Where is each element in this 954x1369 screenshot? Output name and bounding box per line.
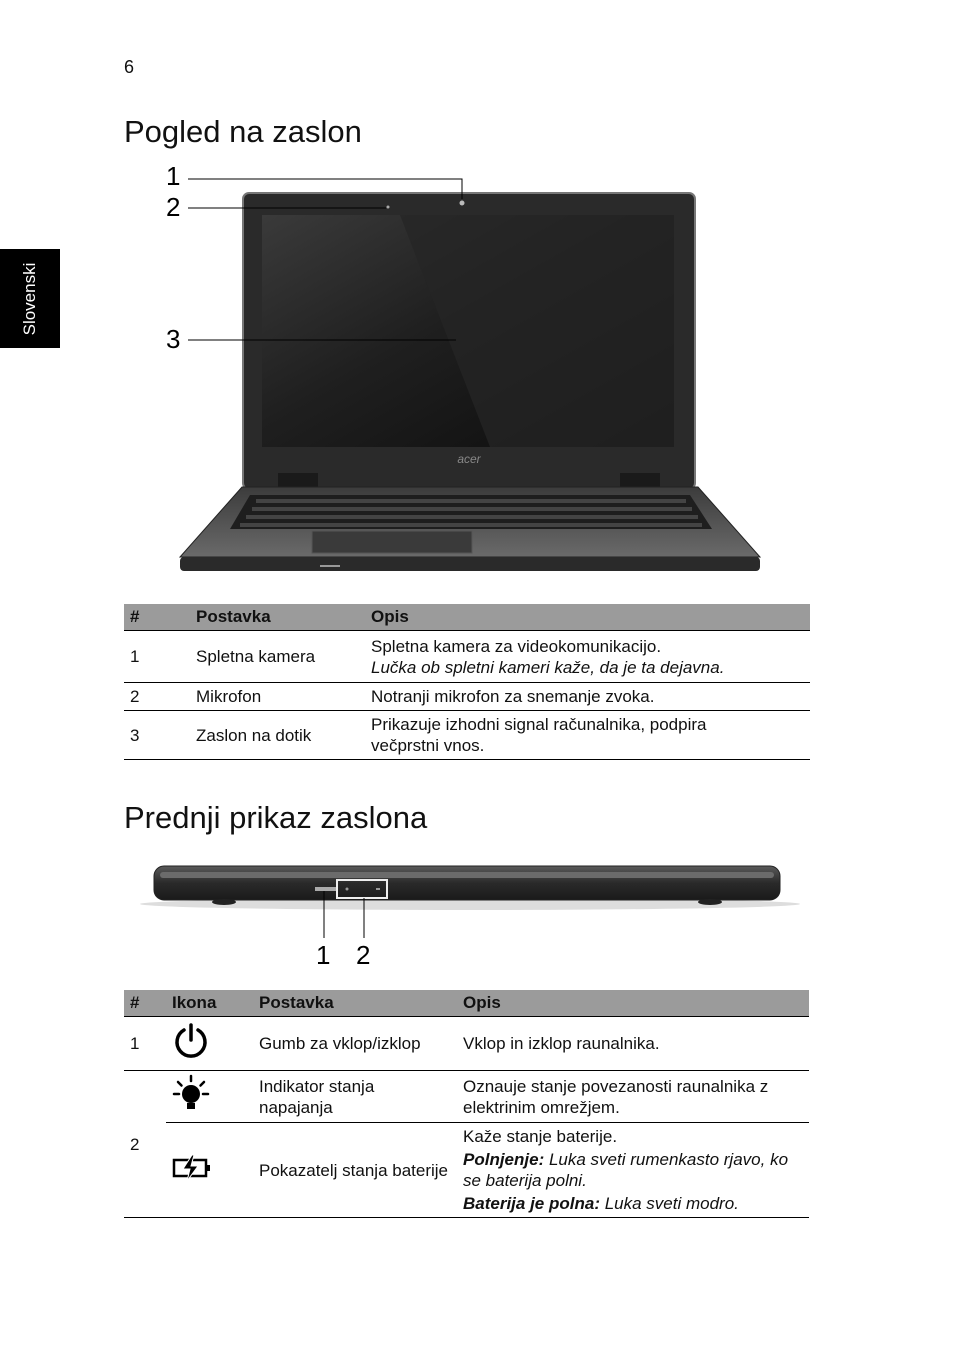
col-header: Opis (457, 990, 809, 1017)
screen-view-table (124, 604, 810, 760)
desc-line: Spletna kamera za videokomunikacijo. (371, 636, 662, 656)
row-item: Mikrofon (190, 683, 365, 711)
power-button (315, 887, 337, 891)
front-edge-body (154, 866, 780, 900)
front-edge (180, 557, 760, 571)
front-callout-1: 1 (316, 940, 331, 970)
table-row (124, 1071, 809, 1123)
row-item: Gumb za vklop/izklop (253, 1017, 457, 1071)
row-number: 2 (124, 1071, 166, 1218)
row-icon (166, 1017, 253, 1071)
laptop-screen-illustration (160, 165, 780, 585)
col-header: Ikona (166, 990, 253, 1017)
section-title-screen-view: Pogled na zaslon (124, 114, 362, 149)
row-icon (166, 1071, 253, 1123)
row-number: 3 (124, 711, 190, 760)
power-indicator-icon (172, 1074, 210, 1114)
laptop-front-illustration (140, 860, 800, 940)
col-header: Postavka (253, 990, 457, 1017)
webcam (460, 201, 465, 206)
col-header: # (124, 604, 190, 631)
desc-charging (463, 1149, 803, 1191)
callout-2: 2 (166, 192, 181, 222)
table-header-row (124, 990, 809, 1017)
table-row (124, 711, 810, 760)
col-header: Postavka (190, 604, 365, 631)
row-number: 2 (124, 683, 190, 711)
page-number: 6 (124, 57, 135, 77)
row-item: Indikator stanja napajanja (253, 1071, 457, 1123)
row-item: Spletna kamera (190, 631, 365, 683)
battery-charging-icon (172, 1155, 212, 1181)
charging-text: Luka sveti rumenkasto rjavo, ko se baterija polni. (463, 1150, 789, 1190)
desc-full (463, 1193, 803, 1214)
full-text: Luka sveti modro. (604, 1194, 739, 1213)
desc-line: Kaže stanje baterije. (463, 1127, 618, 1146)
acer-logo: acer (457, 452, 481, 466)
language-side-tab (0, 249, 60, 348)
col-header: Opis (365, 604, 810, 631)
front-view-table (124, 990, 809, 1218)
row-item: Zaslon na dotik (190, 711, 365, 760)
desc-line-italic: Lučka ob spletni kameri kaže, da je ta dejavna. (371, 657, 725, 677)
table-row (124, 631, 810, 683)
row-desc (365, 631, 810, 683)
row-desc: Notranji mikrofon za snemanje zvoka. (365, 683, 810, 711)
microphone (387, 206, 390, 209)
charging-label: Polnjenje: (463, 1150, 545, 1169)
front-callout-2: 2 (356, 940, 371, 970)
col-header: # (124, 990, 166, 1017)
row-desc: Oznauje stanje povezanosti raunalnika z elektrinim omrežjem. (457, 1071, 809, 1123)
row-desc: Vklop in izklop raunalnika. (457, 1017, 809, 1071)
language-side-tab-label: Slovenski (20, 262, 39, 335)
full-label: Baterija je polna: (463, 1194, 600, 1213)
table-row (124, 1123, 809, 1218)
row-number: 1 (124, 631, 190, 683)
touchpad (312, 531, 472, 553)
callout-3: 3 (166, 324, 181, 354)
table-row (124, 1017, 809, 1071)
power-icon (172, 1022, 210, 1060)
row-number: 1 (124, 1017, 166, 1071)
row-desc (457, 1123, 809, 1218)
callout-1: 1 (166, 161, 181, 191)
row-desc: Prikazuje izhodni signal računalnika, podpira večprstni vnos. (365, 711, 810, 760)
section-title-front-view: Prednji prikaz zaslona (124, 800, 428, 835)
table-header-row (124, 604, 810, 631)
row-item: Pokazatelj stanja baterije (253, 1123, 457, 1218)
row-icon (166, 1123, 253, 1218)
table-row (124, 683, 810, 711)
